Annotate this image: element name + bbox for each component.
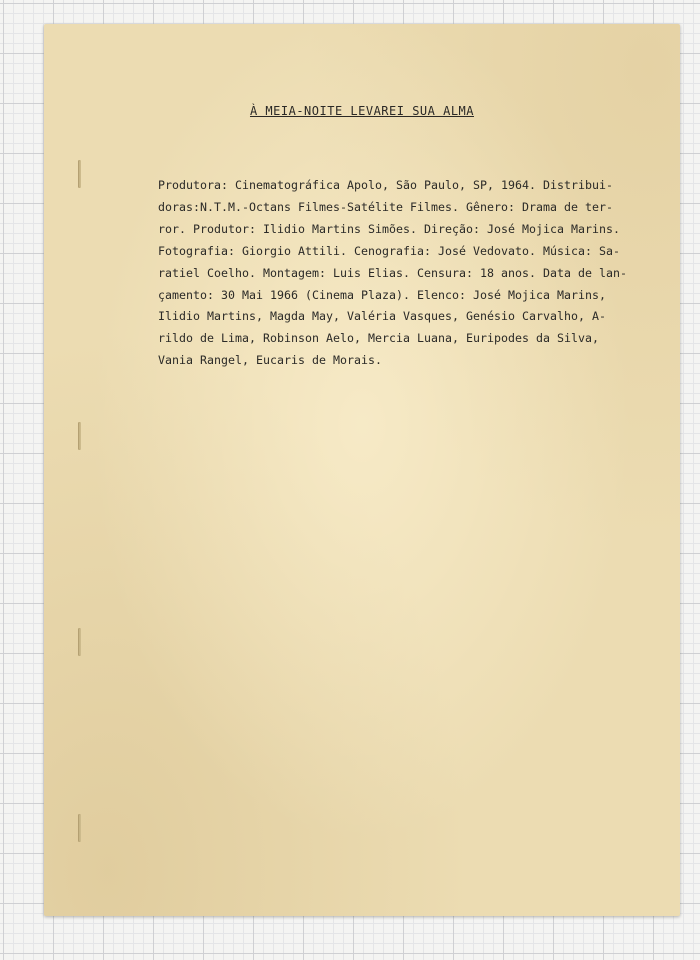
text-line: Vania Rangel, Eucaris de Morais. (158, 353, 383, 368)
text-line: Produtora: Cinematográfica Apolo, São Paulo, SP, 1964. Distribui- (158, 178, 614, 192)
text-line: ror. Produtor: Ilidio Martins Simões. Direção: José Mojica Marins. (158, 221, 621, 236)
text-line: rildo de Lima, Robinson Aelo, Mercia Luana, Euripodes da Silva, (158, 331, 600, 346)
binding-hole (78, 160, 81, 188)
typed-document-page (44, 24, 680, 916)
binding-hole (78, 628, 81, 656)
text-line: doras:N.T.M.-Octans Filmes-Satélite Filmes. Gênero: Drama de ter- (158, 199, 614, 214)
text-line: Fotografia: Giorgio Attili. Cenografia: José Vedovato. Música: Sa- (158, 243, 621, 258)
text-line: Ilidio Martins, Magda May, Valéria Vasques, Genésio Carvalho, A- (158, 309, 607, 324)
text-line: ratiel Coelho. Montagem: Luis Elias. Censura: 18 anos. Data de lan- (158, 265, 628, 280)
text-line: çamento: 30 Mai 1966 (Cinema Plaza). Elenco: José Mojica Marins, (158, 287, 607, 302)
binding-hole (78, 422, 81, 450)
binding-hole (78, 814, 81, 842)
document-title: À MEIA-NOITE LEVAREI SUA ALMA (249, 104, 474, 118)
document-body (158, 175, 638, 372)
